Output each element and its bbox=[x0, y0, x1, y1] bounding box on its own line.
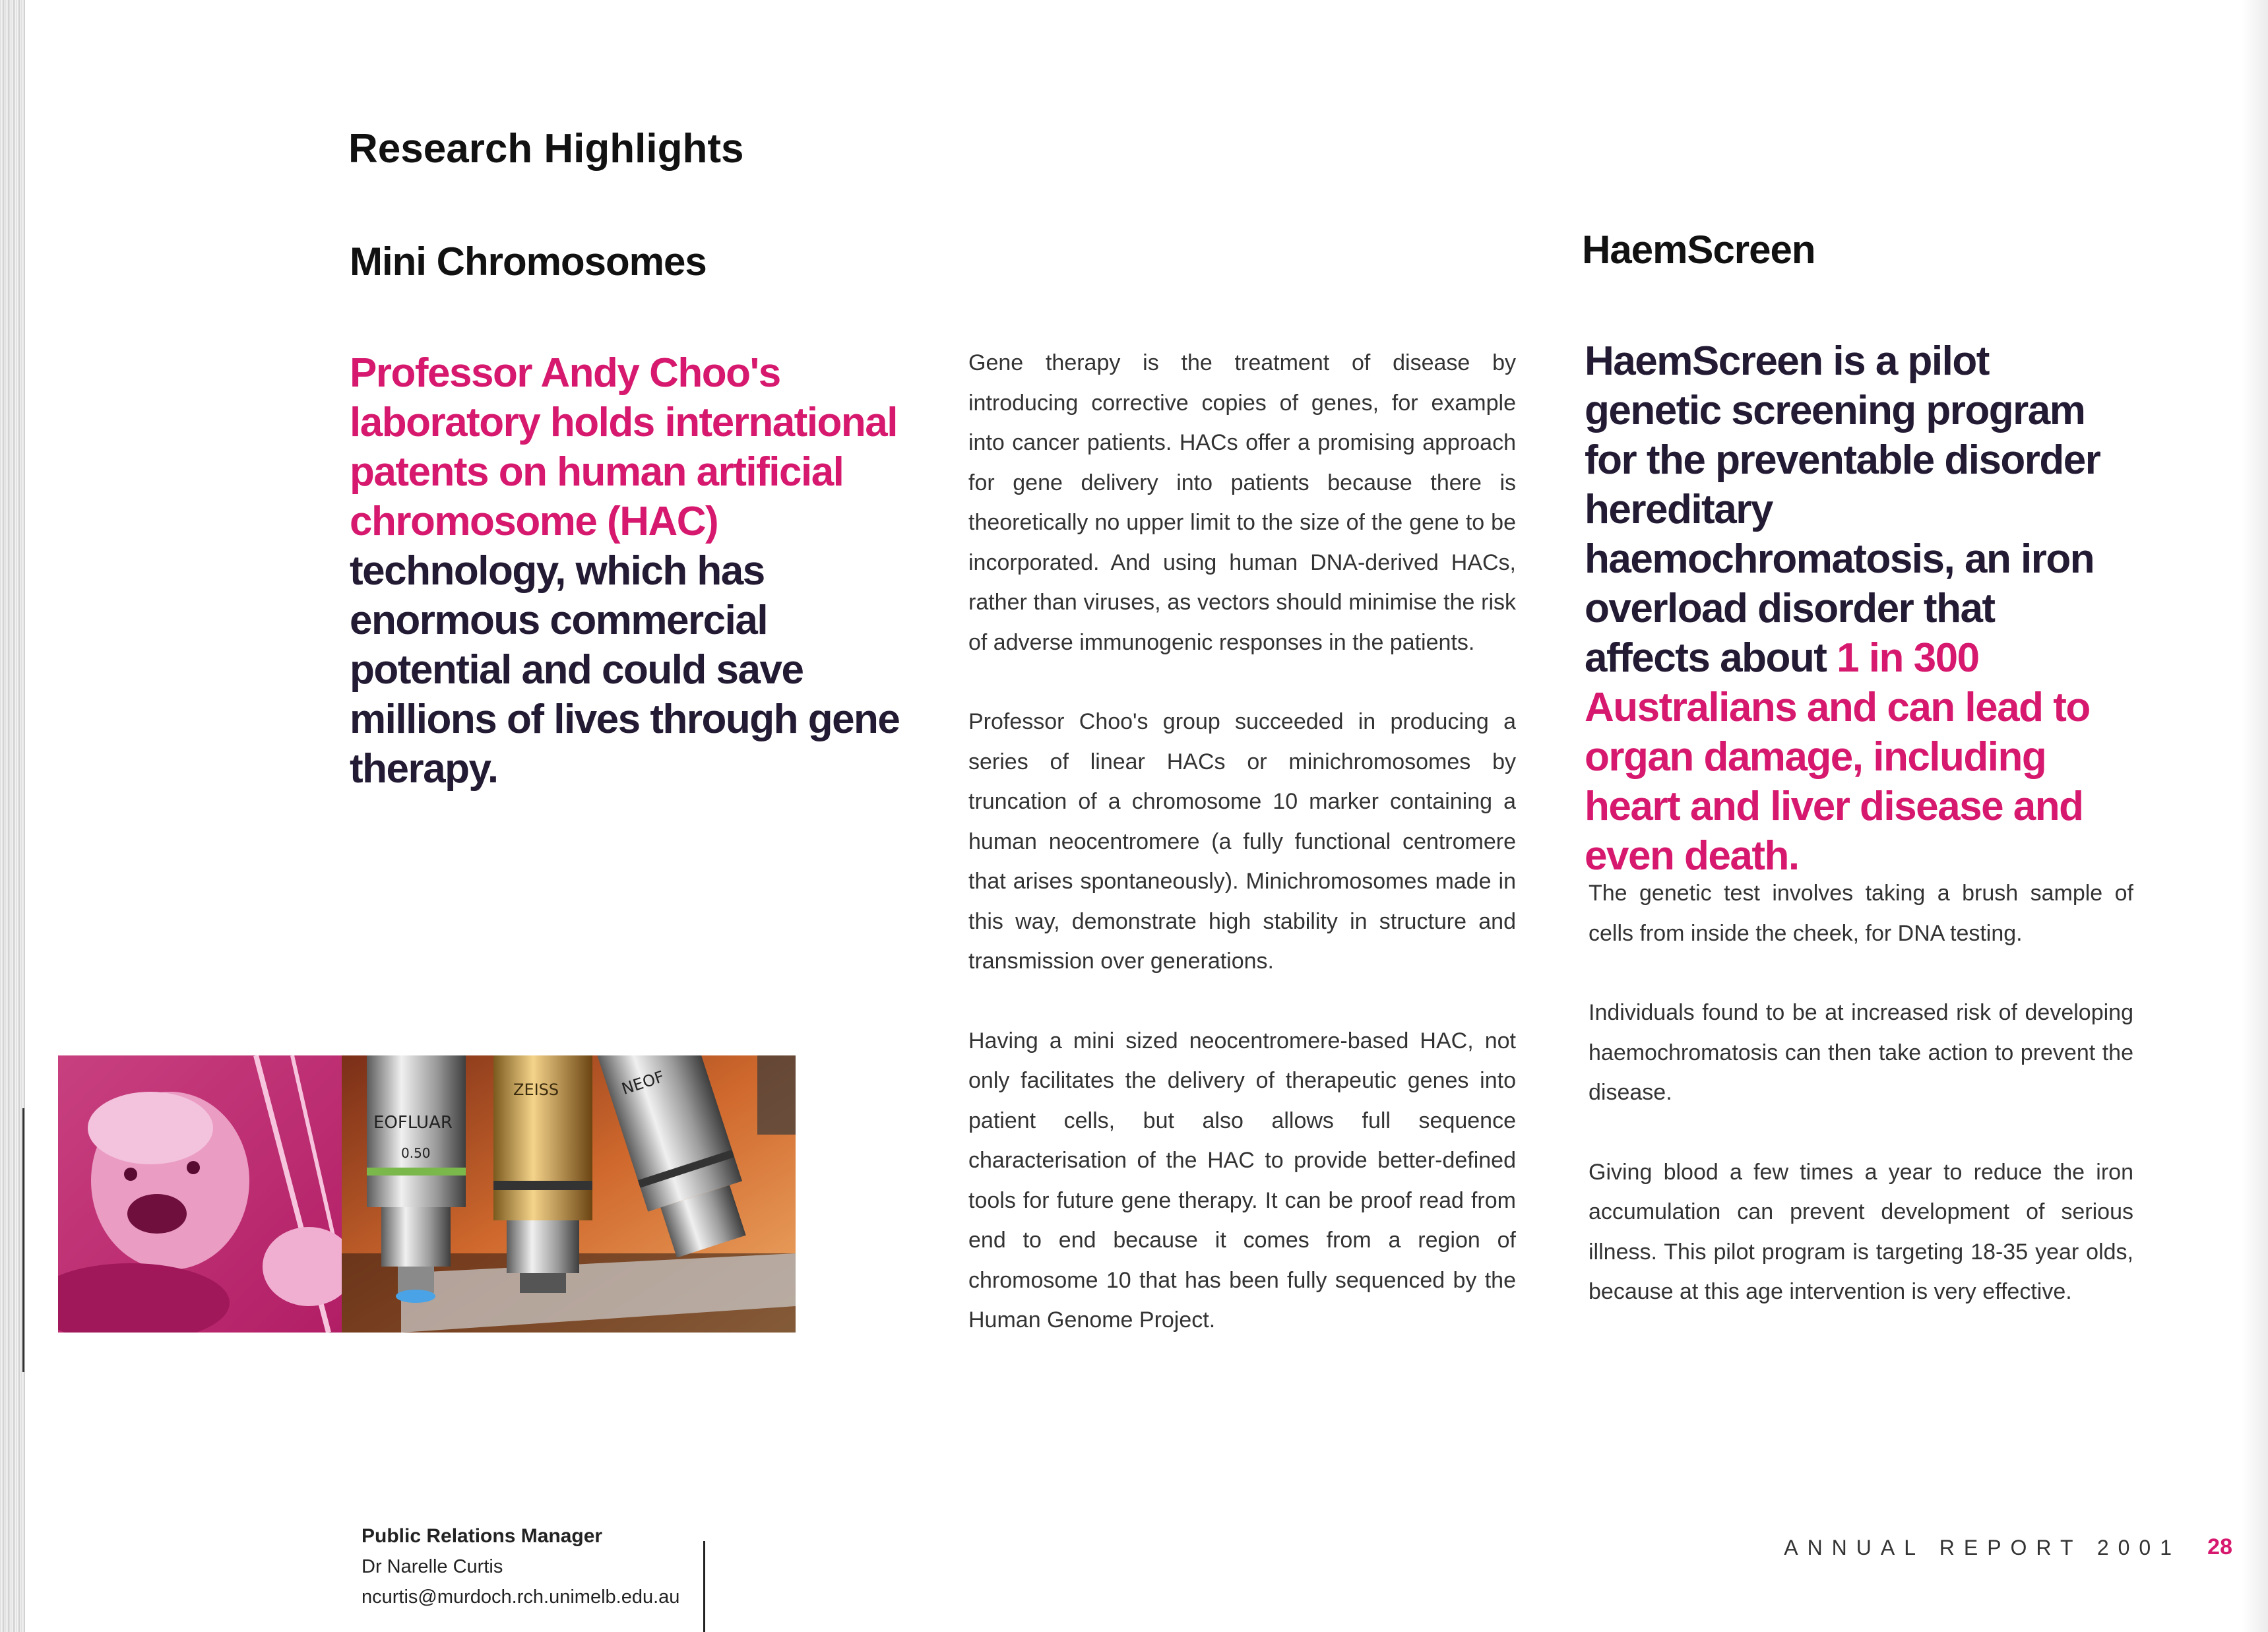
binding-edge bbox=[0, 0, 25, 1632]
haem-body-column bbox=[1589, 873, 2133, 1352]
objective-label: 0.50 bbox=[401, 1145, 431, 1161]
objective-label: ZEISS bbox=[513, 1081, 559, 1099]
section-title: Research Highlights bbox=[348, 126, 744, 172]
mini-paragraph: Gene therapy is the treatment of disease by introducing corrective copies of genes, for example into cancer patients. HACs offer a promising approach for gene delivery into patients because there is theoretically no upper limit to the size of the gene to be incorporated. And using human DNA-derived HACs, rather than viruses, as vectors should minimise the risk of adverse immunogenic responses in the patients. bbox=[968, 350, 1516, 655]
haem-paragraph: Individuals found to be at increased risk of developing haemochromatosis can then take action to prevent the disease. bbox=[1589, 1000, 2133, 1105]
footer-divider bbox=[703, 1541, 705, 1632]
page-number: 28 bbox=[2207, 1534, 2232, 1559]
mini-pull-quote bbox=[350, 348, 930, 794]
haem-paragraph: Giving blood a few times a year to reduce the iron accumulation can prevent development of serious illness. This pilot program is targeting 18-35 year olds, because at this age intervention is very effective. bbox=[1589, 1159, 2133, 1304]
mini-pull-quote-rest: technology, which has enormous commercial potential and could save millions of lives through gene therapy. bbox=[350, 548, 900, 792]
haem-pull-quote-lead: HaemScreen is a pilot genetic screening program for the preventable disorder hereditary haemochromatosis, an iron overload disorder that affects about bbox=[1585, 338, 2100, 681]
haemscreen-heading: HaemScreen bbox=[1582, 228, 1815, 272]
edge-mark bbox=[22, 1108, 24, 1372]
haem-paragraph: The genetic test involves taking a brush sample of cells from inside the cheek, for DNA testing. bbox=[1589, 881, 2133, 946]
mini-paragraph: Having a mini sized neocentromere-based HAC, not only facilitates the delivery of therapeutic genes into patient cells, but also allows full sequence characterisation of the HAC to provide better-defined tools for future gene therapy. It can be proof read from end to end because it comes from a region of chromosome 10 that has been fully sequenced by the Human Genome Project. bbox=[968, 1028, 1516, 1333]
objective-label: EOFLUAR bbox=[373, 1113, 453, 1133]
haem-pull-quote bbox=[1585, 336, 2126, 881]
contact-email: ncurtis@murdoch.rch.unimelb.edu.au bbox=[362, 1586, 680, 1608]
photo-collage bbox=[58, 1055, 796, 1333]
contact-name: Dr Narelle Curtis bbox=[362, 1556, 503, 1577]
contact-role: Public Relations Manager bbox=[362, 1525, 603, 1547]
mini-body-column bbox=[968, 343, 1516, 1380]
haem-pull-quote-highlight: 1 in 300 Australians and can lead to organ damage, including heart and liver disease and even death. bbox=[1585, 635, 2090, 879]
contact-block bbox=[362, 1521, 679, 1612]
mini-pull-quote-highlight: Professor Andy Choo's laboratory holds international patents on human artificial chromosome (HAC) bbox=[350, 350, 897, 544]
mini-chromosomes-heading: Mini Chromosomes bbox=[350, 239, 707, 284]
page-right-edge bbox=[2242, 0, 2268, 1632]
objective-label: NEOF bbox=[619, 1067, 667, 1099]
photo-collage-image bbox=[58, 1055, 796, 1333]
mini-paragraph: Professor Choo's group succeeded in producing a series of linear HACs or minichromosomes by truncation of a chromosome 10 marker containing a human neocentromere (a fully functional centromere that arises spontaneously). Minichromosomes made in this way, demonstrate high stability in structure and transmission over generations. bbox=[968, 709, 1516, 974]
annual-report-label: ANNUAL REPORT 2001 bbox=[1784, 1536, 2181, 1559]
